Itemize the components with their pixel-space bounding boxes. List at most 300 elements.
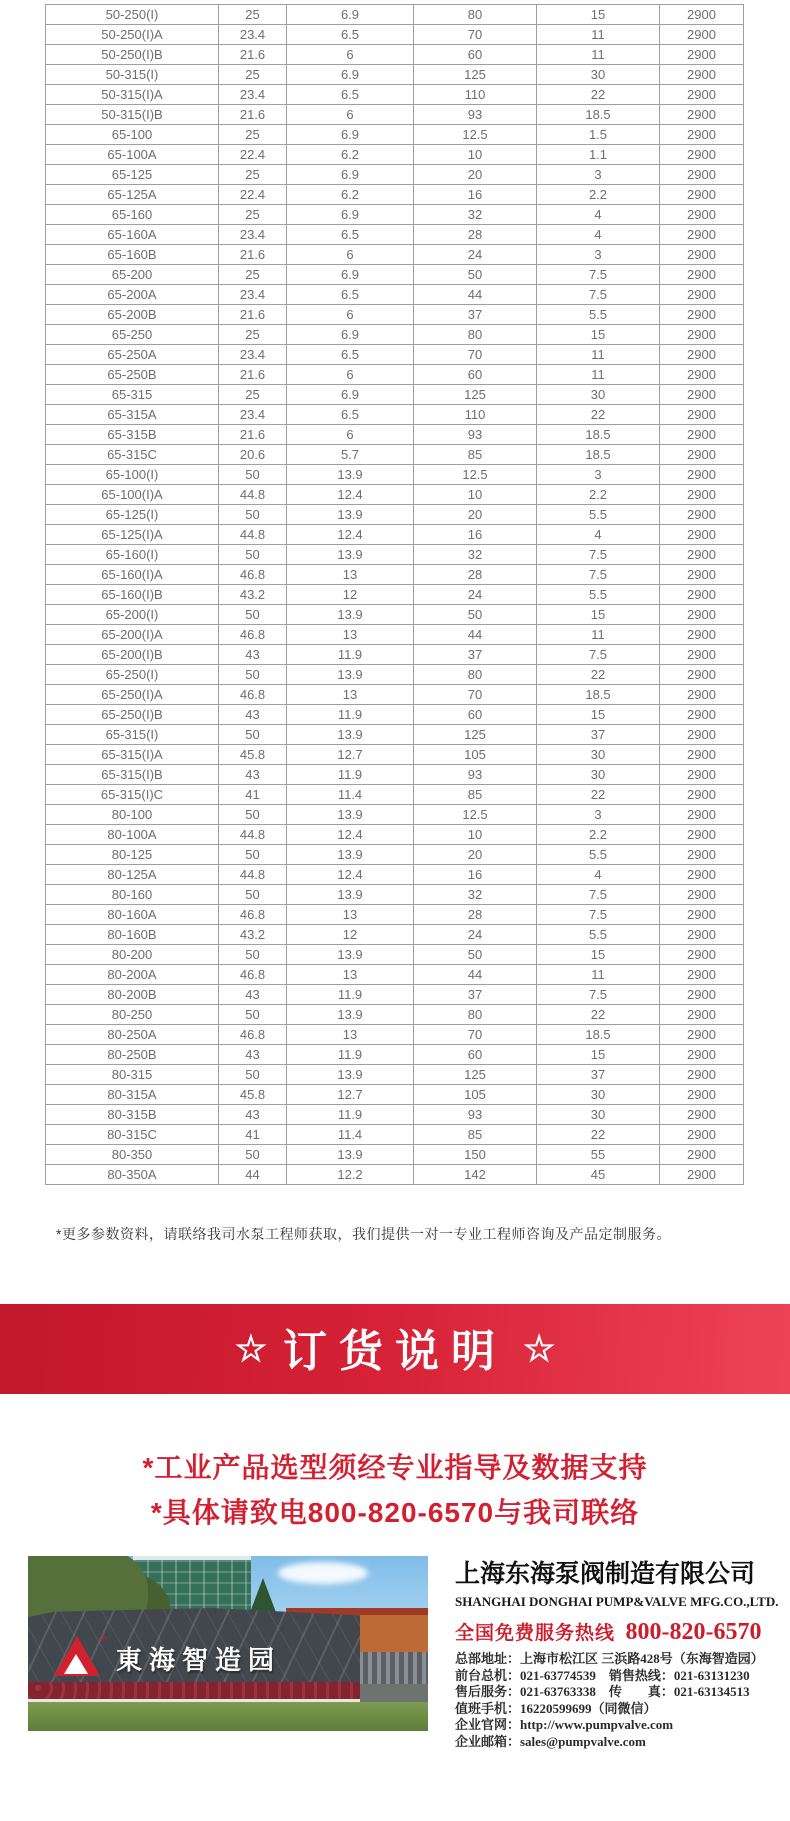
- table-cell: 50: [219, 665, 287, 685]
- table-cell: 80-250A: [46, 1025, 219, 1045]
- table-cell: 11.9: [287, 645, 414, 665]
- table-row: [46, 545, 744, 565]
- table-cell: 10: [414, 825, 537, 845]
- table-row: [46, 165, 744, 185]
- table-cell: 2900: [660, 205, 744, 225]
- table-row: [46, 345, 744, 365]
- table-cell: 80-200A: [46, 965, 219, 985]
- table-cell: 10: [414, 485, 537, 505]
- table-cell: 45.8: [219, 745, 287, 765]
- table-cell: 65-315B: [46, 425, 219, 445]
- table-cell: 4: [537, 205, 660, 225]
- table-cell: 50-315(I)B: [46, 105, 219, 125]
- table-cell: 142: [414, 1165, 537, 1185]
- table-cell: 93: [414, 1105, 537, 1125]
- table-row: [46, 305, 744, 325]
- table-cell: 11.9: [287, 1105, 414, 1125]
- table-cell: 46.8: [219, 565, 287, 585]
- table-cell: 2900: [660, 465, 744, 485]
- table-cell: 23.4: [219, 25, 287, 45]
- table-cell: 22: [537, 785, 660, 805]
- table-cell: 43: [219, 1045, 287, 1065]
- table-cell: 25: [219, 5, 287, 25]
- table-cell: 12.5: [414, 125, 537, 145]
- table-row: [46, 425, 744, 445]
- table-cell: 7.5: [537, 545, 660, 565]
- table-cell: 23.4: [219, 85, 287, 105]
- table-cell: 12.2: [287, 1165, 414, 1185]
- table-cell: 2900: [660, 485, 744, 505]
- table-row: [46, 525, 744, 545]
- table-row: [46, 825, 744, 845]
- table-cell: 22: [537, 85, 660, 105]
- table-cell: 15: [537, 5, 660, 25]
- table-cell: 2900: [660, 1045, 744, 1065]
- table-cell: 125: [414, 1065, 537, 1085]
- table-row: [46, 5, 744, 25]
- table-cell: 2900: [660, 85, 744, 105]
- table-cell: 44.8: [219, 485, 287, 505]
- hotline-number: 800-820-6570: [625, 1619, 762, 1645]
- company-logo-triangle-icon: [64, 1654, 88, 1674]
- table-cell: 11.4: [287, 1125, 414, 1145]
- table-row: [46, 65, 744, 85]
- table-cell: 85: [414, 445, 537, 465]
- table-row: [46, 1105, 744, 1125]
- table-cell: 85: [414, 1125, 537, 1145]
- table-row: [46, 625, 744, 645]
- table-cell: 2900: [660, 1105, 744, 1125]
- table-cell: 41: [219, 785, 287, 805]
- table-cell: 13: [287, 565, 414, 585]
- table-cell: 50: [219, 545, 287, 565]
- table-cell: 13.9: [287, 845, 414, 865]
- table-cell: 11: [537, 345, 660, 365]
- table-cell: 65-315: [46, 385, 219, 405]
- table-cell: 80-160: [46, 885, 219, 905]
- table-row: [46, 565, 744, 585]
- table-cell: 13.9: [287, 805, 414, 825]
- table-cell: 65-200A: [46, 285, 219, 305]
- table-cell: 12.4: [287, 865, 414, 885]
- table-cell: 65-250(I): [46, 665, 219, 685]
- red-hedge: [28, 1682, 360, 1700]
- table-cell: 50-250(I)A: [46, 25, 219, 45]
- table-cell: 37: [537, 725, 660, 745]
- table-row: [46, 785, 744, 805]
- table-cell: 46.8: [219, 905, 287, 925]
- table-row: [46, 85, 744, 105]
- table-cell: 6.5: [287, 285, 414, 305]
- table-cell: 25: [219, 385, 287, 405]
- table-cell: 30: [537, 65, 660, 85]
- table-cell: 15: [537, 945, 660, 965]
- table-cell: 23.4: [219, 285, 287, 305]
- table-cell: 2900: [660, 1145, 744, 1165]
- contact-line: 前台总机：021-63774539 销售热线：021-63131230: [455, 1667, 750, 1683]
- table-cell: 65-125A: [46, 185, 219, 205]
- table-cell: 2900: [660, 265, 744, 285]
- table-cell: 11: [537, 965, 660, 985]
- registered-trademark-icon: ®: [100, 1634, 106, 1643]
- table-cell: 50: [219, 945, 287, 965]
- table-cell: 3: [537, 245, 660, 265]
- table-cell: 80: [414, 5, 537, 25]
- table-cell: 110: [414, 405, 537, 425]
- pump-specs-table: [45, 4, 744, 1185]
- table-cell: 13.9: [287, 665, 414, 685]
- table-cell: 13.9: [287, 885, 414, 905]
- table-cell: 2900: [660, 765, 744, 785]
- table-cell: 2900: [660, 825, 744, 845]
- table-cell: 22.4: [219, 145, 287, 165]
- table-cell: 46.8: [219, 1025, 287, 1045]
- table-row: [46, 965, 744, 985]
- table-cell: 80-125A: [46, 865, 219, 885]
- table-cell: 2900: [660, 65, 744, 85]
- table-cell: 11: [537, 625, 660, 645]
- table-cell: 2900: [660, 405, 744, 425]
- table-cell: 6.5: [287, 225, 414, 245]
- table-cell: 20: [414, 165, 537, 185]
- table-cell: 6.5: [287, 405, 414, 425]
- table-cell: 43.2: [219, 585, 287, 605]
- table-cell: 16: [414, 525, 537, 545]
- table-cell: 2.2: [537, 825, 660, 845]
- table-cell: 16: [414, 865, 537, 885]
- table-cell: 6: [287, 45, 414, 65]
- table-cell: 6.9: [287, 5, 414, 25]
- table-row: [46, 845, 744, 865]
- table-cell: 13: [287, 685, 414, 705]
- table-cell: 43: [219, 705, 287, 725]
- table-cell: 25: [219, 125, 287, 145]
- table-row: [46, 25, 744, 45]
- table-row: [46, 725, 744, 745]
- table-cell: 2900: [660, 725, 744, 745]
- table-cell: 2900: [660, 585, 744, 605]
- table-cell: 13.9: [287, 465, 414, 485]
- table-cell: 32: [414, 885, 537, 905]
- table-cell: 65-160(I): [46, 545, 219, 565]
- contact-line: 企业邮箱：sales@pumpvalve.com: [455, 1733, 646, 1749]
- table-cell: 30: [537, 1105, 660, 1125]
- table-cell: 80-315B: [46, 1105, 219, 1125]
- contact-line: 值班手机：16220599699（同微信）: [455, 1700, 657, 1716]
- table-cell: 18.5: [537, 445, 660, 465]
- table-cell: 37: [414, 305, 537, 325]
- table-row: [46, 105, 744, 125]
- factory-photo: [28, 1556, 428, 1731]
- order-banner: [0, 1304, 790, 1394]
- table-cell: 15: [537, 605, 660, 625]
- table-cell: 70: [414, 25, 537, 45]
- table-cell: 65-125(I)A: [46, 525, 219, 545]
- table-cell: 65-100: [46, 125, 219, 145]
- table-cell: 13.9: [287, 545, 414, 565]
- table-row: [46, 185, 744, 205]
- table-cell: 80: [414, 1005, 537, 1025]
- table-cell: 2900: [660, 5, 744, 25]
- table-cell: 2900: [660, 505, 744, 525]
- table-cell: 80-250: [46, 1005, 219, 1025]
- table-row: [46, 985, 744, 1005]
- table-cell: 65-315A: [46, 405, 219, 425]
- table-cell: 11: [537, 25, 660, 45]
- table-row: [46, 505, 744, 525]
- table-row: [46, 485, 744, 505]
- table-cell: 50: [414, 605, 537, 625]
- table-cell: 22: [537, 665, 660, 685]
- table-row: [46, 745, 744, 765]
- table-row: [46, 665, 744, 685]
- table-cell: 1.5: [537, 125, 660, 145]
- table-cell: 65-200(I)A: [46, 625, 219, 645]
- table-cell: 6: [287, 365, 414, 385]
- table-cell: 1.1: [537, 145, 660, 165]
- table-cell: 2900: [660, 605, 744, 625]
- table-cell: 4: [537, 525, 660, 545]
- banner-title: 订货说明: [283, 1327, 507, 1376]
- table-cell: 20: [414, 845, 537, 865]
- table-cell: 65-315(I)B: [46, 765, 219, 785]
- table-row: [46, 605, 744, 625]
- table-cell: 13: [287, 965, 414, 985]
- table-row: [46, 805, 744, 825]
- table-row: [46, 1025, 744, 1045]
- table-cell: 12.7: [287, 745, 414, 765]
- park-sign-text: 東海智造园: [116, 1645, 282, 1675]
- contact-list: [455, 1651, 770, 1750]
- table-cell: 20: [414, 505, 537, 525]
- table-cell: 2900: [660, 25, 744, 45]
- table-cell: 13.9: [287, 725, 414, 745]
- table-cell: 80-125: [46, 845, 219, 865]
- table-row: [46, 145, 744, 165]
- table-cell: 2900: [660, 1005, 744, 1025]
- table-row: [46, 885, 744, 905]
- table-cell: 2900: [660, 445, 744, 465]
- table-row: [46, 925, 744, 945]
- table-cell: 11.9: [287, 765, 414, 785]
- contact-line: 总部地址：上海市松江区 三浜路428号（东海智造园）: [455, 1651, 764, 1666]
- table-cell: 2900: [660, 885, 744, 905]
- table-cell: 11: [537, 365, 660, 385]
- table-cell: 43: [219, 765, 287, 785]
- table-cell: 6.5: [287, 85, 414, 105]
- table-cell: 44: [414, 965, 537, 985]
- table-cell: 2900: [660, 865, 744, 885]
- table-cell: 65-125(I): [46, 505, 219, 525]
- table-row: [46, 1085, 744, 1105]
- table-cell: 85: [414, 785, 537, 805]
- table-cell: 2900: [660, 185, 744, 205]
- table-cell: 65-160(I)B: [46, 585, 219, 605]
- table-cell: 150: [414, 1145, 537, 1165]
- table-cell: 12.4: [287, 525, 414, 545]
- table-cell: 6.2: [287, 145, 414, 165]
- table-row: [46, 1005, 744, 1025]
- table-row: [46, 1065, 744, 1085]
- table-cell: 44: [219, 1165, 287, 1185]
- table-cell: 2900: [660, 945, 744, 965]
- table-cell: 21.6: [219, 365, 287, 385]
- table-cell: 65-315(I)C: [46, 785, 219, 805]
- table-cell: 125: [414, 65, 537, 85]
- table-row: [46, 365, 744, 385]
- table-cell: 13: [287, 905, 414, 925]
- table-cell: 65-315C: [46, 445, 219, 465]
- table-cell: 2900: [660, 985, 744, 1005]
- table-cell: 24: [414, 585, 537, 605]
- table-cell: 50: [219, 465, 287, 485]
- table-cell: 32: [414, 545, 537, 565]
- table-cell: 50-315(I)A: [46, 85, 219, 105]
- table-cell: 18.5: [537, 685, 660, 705]
- table-cell: 65-125: [46, 165, 219, 185]
- table-cell: 3: [537, 805, 660, 825]
- table-cell: 65-100A: [46, 145, 219, 165]
- table-cell: 12.5: [414, 465, 537, 485]
- table-cell: 80: [414, 325, 537, 345]
- table-cell: 93: [414, 765, 537, 785]
- table-cell: 43: [219, 645, 287, 665]
- table-cell: 125: [414, 725, 537, 745]
- table-cell: 13.9: [287, 945, 414, 965]
- table-cell: 2900: [660, 745, 744, 765]
- table-cell: 5.5: [537, 925, 660, 945]
- table-cell: 44.8: [219, 865, 287, 885]
- table-cell: 105: [414, 745, 537, 765]
- company-info: [455, 1554, 779, 1750]
- table-cell: 6.9: [287, 165, 414, 185]
- table-cell: 70: [414, 345, 537, 365]
- table-cell: 50: [219, 605, 287, 625]
- warning-line-1: *工业产品选型须经专业指导及数据支持: [142, 1452, 648, 1483]
- table-cell: 125: [414, 385, 537, 405]
- table-row: [46, 265, 744, 285]
- cloud-shape: [278, 1562, 368, 1584]
- table-cell: 5.7: [287, 445, 414, 465]
- pump-table-body: [46, 5, 744, 1185]
- table-cell: 2900: [660, 385, 744, 405]
- table-cell: 65-315(I): [46, 725, 219, 745]
- table-cell: 2900: [660, 1025, 744, 1045]
- lawn: [28, 1702, 428, 1731]
- table-cell: 30: [537, 765, 660, 785]
- table-cell: 65-100(I)A: [46, 485, 219, 505]
- table-cell: 2900: [660, 925, 744, 945]
- table-cell: 80: [414, 665, 537, 685]
- table-cell: 50-315(I): [46, 65, 219, 85]
- table-cell: 7.5: [537, 985, 660, 1005]
- table-cell: 2.2: [537, 485, 660, 505]
- table-cell: 37: [537, 1065, 660, 1085]
- table-cell: 2900: [660, 365, 744, 385]
- table-cell: 13.9: [287, 1005, 414, 1025]
- table-cell: 2900: [660, 565, 744, 585]
- table-cell: 44.8: [219, 825, 287, 845]
- table-cell: 80-350A: [46, 1165, 219, 1185]
- table-row: [46, 865, 744, 885]
- table-cell: 11: [537, 45, 660, 65]
- table-cell: 4: [537, 865, 660, 885]
- table-cell: 12: [287, 585, 414, 605]
- table-cell: 44: [414, 625, 537, 645]
- table-row: [46, 585, 744, 605]
- table-cell: 28: [414, 225, 537, 245]
- table-cell: 2900: [660, 625, 744, 645]
- table-cell: 2900: [660, 785, 744, 805]
- table-cell: 65-315(I)A: [46, 745, 219, 765]
- table-cell: 22.4: [219, 185, 287, 205]
- table-cell: 6.5: [287, 345, 414, 365]
- footnote: *更多参数资料，请联络我司水泵工程师获取，我们提供一对一专业工程师咨询及产品定制服务。: [56, 1226, 671, 1242]
- table-cell: 2900: [660, 325, 744, 345]
- table-cell: 50-250(I): [46, 5, 219, 25]
- table-cell: 24: [414, 245, 537, 265]
- table-cell: 65-160(I)A: [46, 565, 219, 585]
- table-cell: 65-100(I): [46, 465, 219, 485]
- table-cell: 2900: [660, 545, 744, 565]
- table-cell: 13.9: [287, 1145, 414, 1165]
- table-cell: 50: [219, 885, 287, 905]
- table-cell: 21.6: [219, 45, 287, 65]
- table-cell: 5.5: [537, 585, 660, 605]
- table-cell: 20.6: [219, 445, 287, 465]
- table-cell: 6: [287, 305, 414, 325]
- table-cell: 55: [537, 1145, 660, 1165]
- table-cell: 80-315: [46, 1065, 219, 1085]
- table-cell: 6: [287, 105, 414, 125]
- table-cell: 2900: [660, 1065, 744, 1085]
- table-cell: 37: [414, 985, 537, 1005]
- table-cell: 2900: [660, 1125, 744, 1145]
- warning-line-2: *具体请致电800-820-6570与我司联络: [150, 1497, 640, 1528]
- table-cell: 65-160: [46, 205, 219, 225]
- table-cell: 6: [287, 245, 414, 265]
- table-cell: 2900: [660, 905, 744, 925]
- table-row: [46, 905, 744, 925]
- table-cell: 80-200: [46, 945, 219, 965]
- table-cell: 28: [414, 905, 537, 925]
- table-cell: 2900: [660, 845, 744, 865]
- table-cell: 44: [414, 285, 537, 305]
- table-cell: 2900: [660, 1165, 744, 1185]
- table-cell: 21.6: [219, 305, 287, 325]
- table-row: [46, 645, 744, 665]
- table-cell: 6.9: [287, 325, 414, 345]
- table-cell: 70: [414, 685, 537, 705]
- table-cell: 24: [414, 925, 537, 945]
- table-cell: 6.9: [287, 385, 414, 405]
- table-cell: 37: [414, 645, 537, 665]
- table-row: [46, 465, 744, 485]
- table-cell: 7.5: [537, 905, 660, 925]
- table-cell: 16: [414, 185, 537, 205]
- table-row: [46, 285, 744, 305]
- table-cell: 45: [537, 1165, 660, 1185]
- table-cell: 45.8: [219, 1085, 287, 1105]
- table-row: [46, 385, 744, 405]
- table-cell: 93: [414, 105, 537, 125]
- table-cell: 11.4: [287, 785, 414, 805]
- table-cell: 50: [414, 945, 537, 965]
- table-cell: 7.5: [537, 885, 660, 905]
- table-cell: 30: [537, 1085, 660, 1105]
- table-cell: 65-200B: [46, 305, 219, 325]
- star-icon: ☆: [523, 1328, 556, 1369]
